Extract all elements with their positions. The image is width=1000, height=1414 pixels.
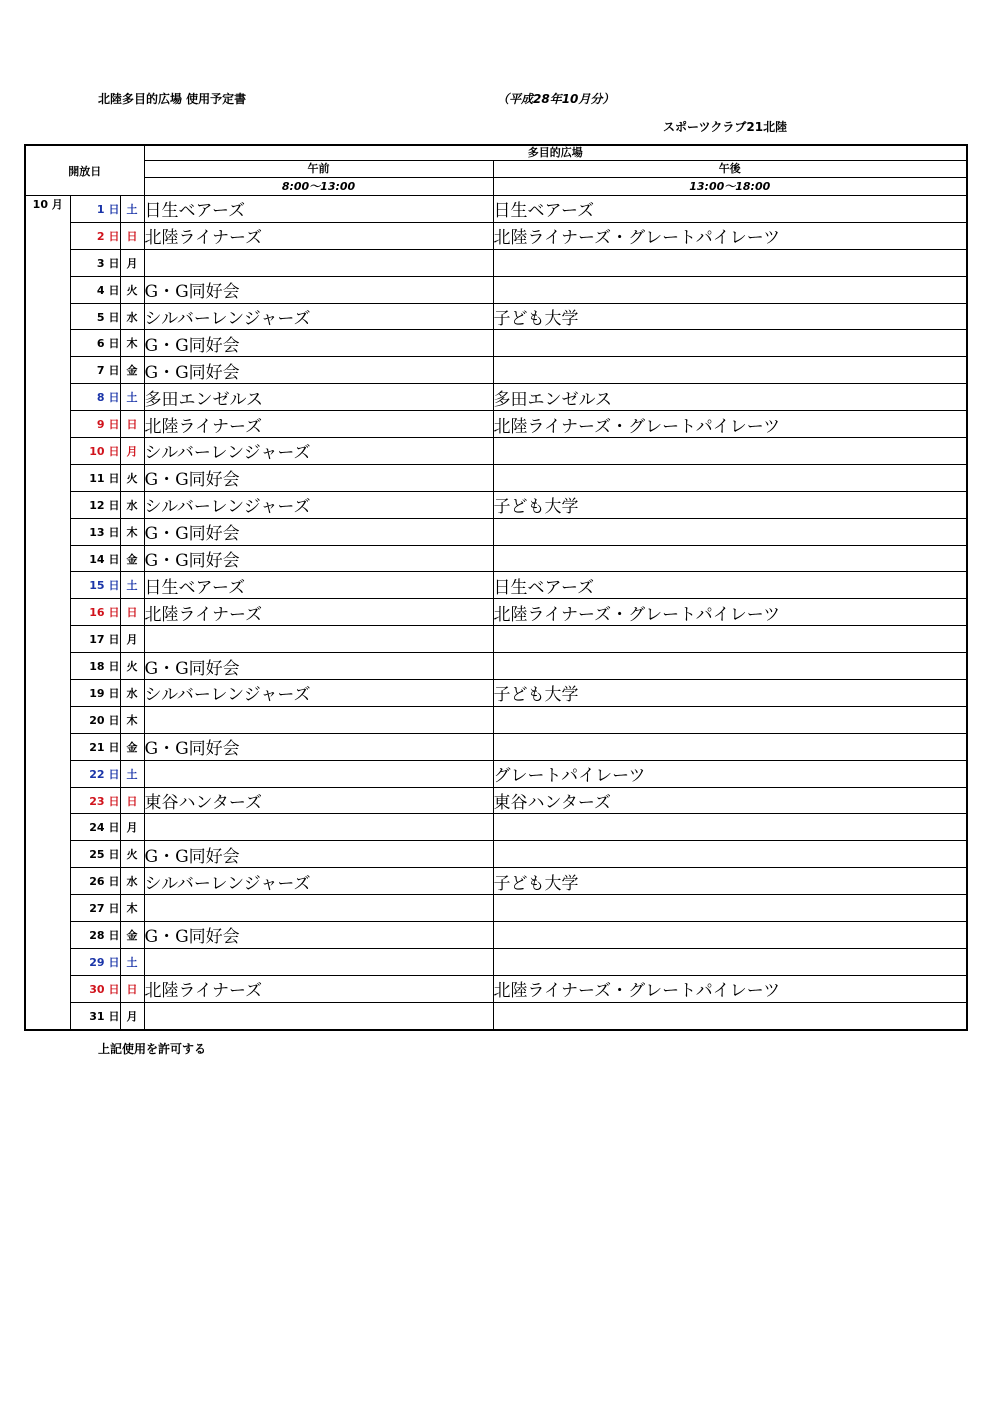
- table-row: [25, 733, 967, 760]
- am-booking: G・G同好会: [144, 733, 493, 760]
- table-row: [25, 975, 967, 1002]
- am-booking: G・G同好会: [144, 653, 493, 680]
- day-number: [70, 303, 120, 330]
- am-booking: 北陸ライナーズ: [144, 222, 493, 249]
- day-number-value: 19: [89, 686, 105, 700]
- day-number: [70, 706, 120, 733]
- day-suffix: 日: [108, 821, 120, 835]
- weekday: 水: [120, 491, 144, 518]
- pm-booking: [493, 438, 967, 465]
- table-row: [25, 626, 967, 653]
- am-booking: G・G同好会: [144, 330, 493, 357]
- day-suffix: 日: [108, 444, 120, 458]
- day-suffix: 日: [108, 256, 120, 270]
- day-suffix: 日: [108, 283, 120, 297]
- table-row: [25, 276, 967, 303]
- day-number-value: 2: [96, 229, 105, 243]
- day-number-value: 7: [96, 364, 105, 378]
- weekday: 火: [120, 464, 144, 491]
- day-number-value: 22: [89, 767, 105, 781]
- day-suffix: 日: [108, 660, 120, 674]
- weekday: 火: [120, 276, 144, 303]
- am-booking: シルバーレンジャーズ: [144, 491, 493, 518]
- weekday: 土: [120, 760, 144, 787]
- day-suffix: 日: [108, 1009, 120, 1023]
- day-number-value: 5: [96, 310, 105, 324]
- day-suffix: 日: [108, 418, 120, 432]
- am-booking: [144, 760, 493, 787]
- day-suffix: 日: [108, 310, 120, 324]
- table-row: [25, 948, 967, 975]
- table-row: [25, 357, 967, 384]
- day-suffix: 日: [108, 579, 120, 593]
- pm-booking: [493, 706, 967, 733]
- pm-booking: [493, 464, 967, 491]
- day-number: [70, 680, 120, 707]
- am-booking: G・G同好会: [144, 922, 493, 949]
- table-row: [25, 330, 967, 357]
- pm-booking: [493, 249, 967, 276]
- weekday: 土: [120, 572, 144, 599]
- weekday: 金: [120, 733, 144, 760]
- day-number: [70, 330, 120, 357]
- table-row: [25, 895, 967, 922]
- weekday: 水: [120, 868, 144, 895]
- schedule-table: [24, 144, 968, 1031]
- day-number-value: 11: [89, 471, 105, 485]
- weekday: 月: [120, 1002, 144, 1029]
- day-number-value: 16: [89, 606, 105, 620]
- day-number-value: 23: [89, 794, 105, 808]
- table-row: [25, 922, 967, 949]
- day-number-value: 14: [89, 552, 105, 566]
- pm-booking: [493, 733, 967, 760]
- day-number-value: 9: [96, 418, 105, 432]
- table-row: [25, 760, 967, 787]
- day-number-value: 25: [89, 848, 105, 862]
- am-booking: シルバーレンジャーズ: [144, 868, 493, 895]
- pm-booking: [493, 922, 967, 949]
- day-number: [70, 868, 120, 895]
- day-number: [70, 922, 120, 949]
- pm-header: 午後: [493, 161, 967, 178]
- am-booking: [144, 814, 493, 841]
- day-suffix: 日: [108, 767, 120, 781]
- day-suffix: 日: [108, 902, 120, 916]
- am-booking: [144, 626, 493, 653]
- day-number: [70, 975, 120, 1002]
- pm-booking: 日生ベアーズ: [493, 196, 967, 223]
- table-row: [25, 706, 967, 733]
- am-booking: 北陸ライナーズ: [144, 599, 493, 626]
- am-booking: G・G同好会: [144, 545, 493, 572]
- day-number: [70, 787, 120, 814]
- table-row: [25, 653, 967, 680]
- table-row: [25, 787, 967, 814]
- day-suffix: 日: [108, 848, 120, 862]
- pm-booking: 北陸ライナーズ・グレートパイレーツ: [493, 599, 967, 626]
- weekday: 月: [120, 438, 144, 465]
- day-number-value: 6: [96, 337, 105, 351]
- day-number-value: 20: [89, 713, 105, 727]
- table-row: [25, 491, 967, 518]
- pm-booking: 北陸ライナーズ・グレートパイレーツ: [493, 222, 967, 249]
- approval-note: 上記使用を許可する: [98, 1042, 207, 1056]
- day-number-value: 18: [89, 660, 105, 674]
- pm-booking: 子ども大学: [493, 491, 967, 518]
- open-day-header: 開放日: [25, 145, 144, 196]
- day-suffix: 日: [108, 364, 120, 378]
- day-number: [70, 1002, 120, 1029]
- weekday: 火: [120, 841, 144, 868]
- weekday: 木: [120, 895, 144, 922]
- day-suffix: 日: [108, 337, 120, 351]
- day-suffix: 日: [108, 686, 120, 700]
- pm-booking: [493, 357, 967, 384]
- day-suffix: 日: [108, 498, 120, 512]
- am-booking: G・G同好会: [144, 276, 493, 303]
- day-number: [70, 760, 120, 787]
- table-row: [25, 868, 967, 895]
- table-row: [25, 196, 967, 223]
- table-row: [25, 814, 967, 841]
- day-suffix: 日: [108, 740, 120, 754]
- day-number: [70, 222, 120, 249]
- pm-booking: 子ども大学: [493, 680, 967, 707]
- day-number: [70, 518, 120, 545]
- day-suffix: 日: [108, 525, 120, 539]
- table-row: [25, 249, 967, 276]
- day-number-value: 30: [89, 982, 105, 996]
- day-number-value: 1: [96, 202, 105, 216]
- weekday: 火: [120, 653, 144, 680]
- day-number: [70, 572, 120, 599]
- day-number-value: 3: [96, 256, 105, 270]
- day-suffix: 日: [108, 794, 120, 808]
- am-booking: [144, 948, 493, 975]
- weekday: 日: [120, 411, 144, 438]
- day-number: [70, 733, 120, 760]
- day-number-value: 4: [96, 283, 105, 297]
- pm-booking: [493, 276, 967, 303]
- table-row: [25, 599, 967, 626]
- day-suffix: 日: [108, 229, 120, 243]
- period-label: （平成28年10月分）: [497, 92, 615, 106]
- weekday: 月: [120, 814, 144, 841]
- am-booking: G・G同好会: [144, 464, 493, 491]
- weekday: 木: [120, 330, 144, 357]
- am-booking: 日生ベアーズ: [144, 196, 493, 223]
- am-booking: 日生ベアーズ: [144, 572, 493, 599]
- pm-booking: [493, 895, 967, 922]
- day-number: [70, 841, 120, 868]
- pm-booking: [493, 653, 967, 680]
- day-number: [70, 626, 120, 653]
- day-suffix: 日: [108, 955, 120, 969]
- day-number: [70, 384, 120, 411]
- am-booking: [144, 1002, 493, 1029]
- day-number-value: 15: [89, 579, 105, 593]
- day-number: [70, 411, 120, 438]
- am-booking: 北陸ライナーズ: [144, 975, 493, 1002]
- pm-booking: 子ども大学: [493, 303, 967, 330]
- pm-booking: [493, 841, 967, 868]
- day-number-value: 29: [89, 955, 105, 969]
- pm-booking: [493, 814, 967, 841]
- table-row: [25, 572, 967, 599]
- am-booking: [144, 249, 493, 276]
- table-row: [25, 222, 967, 249]
- am-booking: 多田エンゼルス: [144, 384, 493, 411]
- weekday: 木: [120, 518, 144, 545]
- am-booking: G・G同好会: [144, 357, 493, 384]
- table-row: [25, 464, 967, 491]
- table-row: [25, 1002, 967, 1029]
- day-number: [70, 438, 120, 465]
- day-number-value: 13: [89, 525, 105, 539]
- day-number: [70, 599, 120, 626]
- table-row: [25, 680, 967, 707]
- day-number-value: 27: [89, 902, 105, 916]
- day-number: [70, 653, 120, 680]
- am-booking: 北陸ライナーズ: [144, 411, 493, 438]
- pm-booking: 日生ベアーズ: [493, 572, 967, 599]
- am-booking: 東谷ハンターズ: [144, 787, 493, 814]
- table-row: [25, 518, 967, 545]
- weekday: 水: [120, 303, 144, 330]
- day-suffix: 日: [108, 552, 120, 566]
- weekday: 月: [120, 626, 144, 653]
- weekday: 金: [120, 922, 144, 949]
- pm-booking: 子ども大学: [493, 868, 967, 895]
- weekday: 日: [120, 975, 144, 1002]
- am-time-header: 8:00～13:00: [144, 178, 493, 196]
- day-number: [70, 491, 120, 518]
- day-number: [70, 814, 120, 841]
- pm-booking: グレートパイレーツ: [493, 760, 967, 787]
- am-booking: G・G同好会: [144, 518, 493, 545]
- day-number-value: 12: [89, 498, 105, 512]
- weekday: 日: [120, 222, 144, 249]
- pm-booking: [493, 545, 967, 572]
- am-booking: G・G同好会: [144, 841, 493, 868]
- table-row: [25, 384, 967, 411]
- day-number: [70, 545, 120, 572]
- weekday: 土: [120, 196, 144, 223]
- day-number-value: 26: [89, 875, 105, 889]
- pm-booking: 東谷ハンターズ: [493, 787, 967, 814]
- day-number: [70, 464, 120, 491]
- pm-time-header: 13:00～18:00: [493, 178, 967, 196]
- day-number-value: 10: [89, 444, 105, 458]
- pm-booking: 北陸ライナーズ・グレートパイレーツ: [493, 411, 967, 438]
- day-suffix: 日: [108, 471, 120, 485]
- day-number: [70, 357, 120, 384]
- day-suffix: 日: [108, 875, 120, 889]
- weekday: 水: [120, 680, 144, 707]
- table-row: [25, 545, 967, 572]
- day-suffix: 日: [108, 202, 120, 216]
- pm-booking: [493, 330, 967, 357]
- venue-header: 多目的広場: [144, 145, 967, 161]
- weekday: 木: [120, 706, 144, 733]
- day-number: [70, 276, 120, 303]
- am-booking: [144, 706, 493, 733]
- pm-booking: [493, 948, 967, 975]
- day-suffix: 日: [108, 391, 120, 405]
- day-number: [70, 249, 120, 276]
- pm-booking: 北陸ライナーズ・グレートパイレーツ: [493, 975, 967, 1002]
- pm-booking: [493, 1002, 967, 1029]
- day-suffix: 日: [108, 606, 120, 620]
- table-row: [25, 303, 967, 330]
- document-title: 北陸多目的広場 使用予定書: [98, 92, 247, 106]
- day-number: [70, 895, 120, 922]
- am-header: 午前: [144, 161, 493, 178]
- weekday: 金: [120, 357, 144, 384]
- day-suffix: 日: [108, 713, 120, 727]
- weekday: 土: [120, 948, 144, 975]
- am-booking: シルバーレンジャーズ: [144, 303, 493, 330]
- schedule-body: [25, 196, 967, 1030]
- am-booking: シルバーレンジャーズ: [144, 680, 493, 707]
- weekday: 月: [120, 249, 144, 276]
- am-booking: [144, 895, 493, 922]
- pm-booking: 多田エンゼルス: [493, 384, 967, 411]
- day-number-value: 17: [89, 633, 105, 647]
- day-number: [70, 948, 120, 975]
- day-number-value: 21: [89, 740, 105, 754]
- pm-booking: [493, 626, 967, 653]
- organization-name: スポーツクラブ21北陸: [663, 120, 788, 134]
- day-number-value: 31: [89, 1009, 105, 1023]
- day-number-value: 8: [96, 391, 105, 405]
- table-row: [25, 841, 967, 868]
- weekday: 土: [120, 384, 144, 411]
- weekday: 日: [120, 599, 144, 626]
- month-cell: 10 月: [25, 196, 70, 1030]
- weekday: 日: [120, 787, 144, 814]
- day-number-value: 28: [89, 928, 105, 942]
- day-suffix: 日: [108, 982, 120, 996]
- day-suffix: 日: [108, 633, 120, 647]
- table-row: [25, 411, 967, 438]
- table-row: [25, 438, 967, 465]
- day-number-value: 24: [89, 821, 105, 835]
- day-number: [70, 196, 120, 223]
- pm-booking: [493, 518, 967, 545]
- am-booking: シルバーレンジャーズ: [144, 438, 493, 465]
- weekday: 金: [120, 545, 144, 572]
- day-suffix: 日: [108, 928, 120, 942]
